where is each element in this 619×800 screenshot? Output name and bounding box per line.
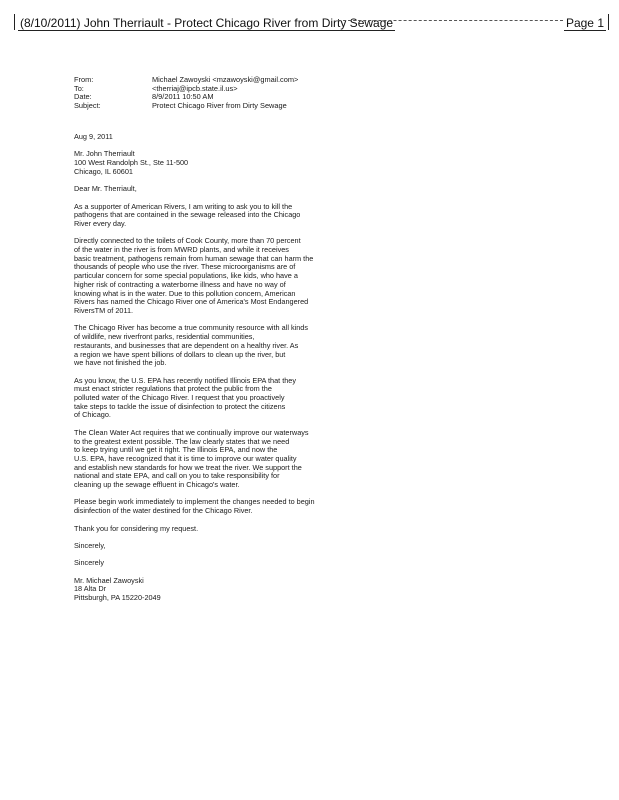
address-line: Mr. John Therriault — [74, 149, 135, 159]
signature — [74, 559, 374, 568]
paragraph-line: of wildlife, new riverfront parks, residential communities, — [74, 332, 255, 342]
paragraph-line: The Chicago River has become a true community resource with all kinds — [74, 323, 309, 333]
paragraph-line: must enact stricter regulations that protect the public from the — [74, 384, 272, 394]
paragraph — [74, 429, 374, 490]
paragraph — [74, 237, 374, 315]
paragraph-line: The Clean Water Act requires that we continually improve our waterways — [74, 427, 309, 437]
letter-date-text: Aug 9, 2011 — [74, 132, 113, 141]
sender-line: Mr. Michael Zawoyski — [74, 575, 144, 585]
header-label: To: — [74, 83, 84, 93]
paragraph-line: national and state EPA, and call on you to take responsibility for — [74, 471, 280, 481]
paragraph-line: to the greatest extent possible. The law clearly states that we need — [74, 436, 290, 446]
header-value: 8/9/2011 10:50 AM — [152, 92, 214, 102]
paragraph-line: of Chicago. — [74, 410, 111, 420]
header-value: Michael Zawoyski <mzawoyski@gmail.com> — [152, 75, 299, 84]
letter-body — [74, 133, 374, 611]
page-number: Page 1 — [565, 16, 604, 30]
sender-address — [74, 577, 374, 603]
closing-text: Sincerely, — [74, 540, 106, 550]
sender-line: 18 Alta Dr — [74, 584, 107, 594]
paragraph-line: to keep trying until we get it right. The Illinois EPA, and now the — [74, 445, 278, 455]
sender-line: Pittsburgh, PA 15220-2049 — [74, 593, 161, 603]
paragraph-line: restaurants, and businesses that are dependent on a healthy river. As — [74, 340, 299, 350]
salutation-text: Dear Mr. Therriault, — [74, 184, 137, 194]
address-line: Chicago, IL 60601 — [74, 166, 133, 176]
recipient-address — [74, 150, 374, 176]
email-headers — [74, 76, 298, 111]
letter-date — [74, 133, 374, 142]
paragraph-line: RiversTM of 2011. — [74, 306, 134, 315]
address-line: 100 West Randolph St., Ste 11-500 — [74, 158, 189, 168]
paragraph-line: thousands of people who use the river. These microorganisms are of — [74, 262, 296, 272]
salutation — [74, 185, 374, 194]
paragraph-line: of the water in the river is from MWRD plants, and while it receives — [74, 245, 289, 255]
paragraph-line: particular concern for some special populations, like kids, who have a — [74, 271, 298, 281]
paragraph — [74, 377, 374, 421]
paragraph-line: As a supporter of American Rivers, I am writing to ask you to kill the — [74, 201, 293, 211]
paragraph-line: cleaning up the sewage effluent in Chicago's water. — [74, 480, 240, 490]
paragraph-line: As you know, the U.S. EPA has recently notified Illinois EPA that they — [74, 375, 296, 385]
header-divider — [338, 20, 563, 21]
paragraph-line: knowing what is in the water. Due to this pollution concern, American — [74, 288, 296, 298]
paragraph-line: disinfection of the water destined for the Chicago River. — [74, 506, 253, 516]
paragraph-line: a region we have spent billions of dollars to clean up the river, but — [74, 349, 286, 359]
paragraph — [74, 498, 374, 515]
paragraph — [74, 525, 374, 534]
paragraph-line: take steps to tackle the issue of disinfection to protect the citizens — [74, 401, 286, 411]
paragraph-line: Please begin work immediately to implement the changes needed to begin — [74, 497, 315, 507]
header-subject — [74, 102, 298, 111]
paragraph-line: polluted water of the Chicago River. I request that you proactively — [74, 393, 285, 402]
paragraph — [74, 203, 374, 229]
paragraph-line: we have not finished the job. — [74, 358, 167, 368]
paragraph — [74, 324, 374, 368]
paragraph-line: higher risk of contracting a waterborne illness and have no way of — [74, 279, 286, 289]
header-value: Protect Chicago River from Dirty Sewage — [152, 101, 287, 111]
header-value: <therriaj@ipcb.state.il.us> — [152, 83, 238, 93]
paragraph-line: Thank you for considering my request. — [74, 523, 199, 533]
document-title: (8/10/2011) John Therriault - Protect Chicago River from Dirty Sewage — [20, 16, 394, 30]
paragraph-line: basic treatment, pathogens remain from human sewage that can harm the — [74, 253, 314, 263]
paragraph-line: and establish new standards for how we treat the river. We support the — [74, 462, 302, 472]
header-label: Date: — [74, 92, 92, 102]
header-label: Subject: — [74, 101, 101, 111]
paragraph-line: Rivers has named the Chicago River one of America's Most Endangered — [74, 297, 309, 307]
print-header — [18, 10, 608, 34]
closing — [74, 542, 374, 551]
paragraph-line: pathogens that are contained in the sewage released into the Chicago — [74, 210, 301, 220]
header-label: From: — [74, 75, 94, 84]
paragraph-line: U.S. EPA, have recognized that it is time to improve our water quality — [74, 453, 297, 463]
signature-text: Sincerely — [74, 558, 105, 568]
paragraph-line: River every day. — [74, 218, 127, 228]
paragraph-line: Directly connected to the toilets of Cook County, more than 70 percent — [74, 236, 301, 246]
